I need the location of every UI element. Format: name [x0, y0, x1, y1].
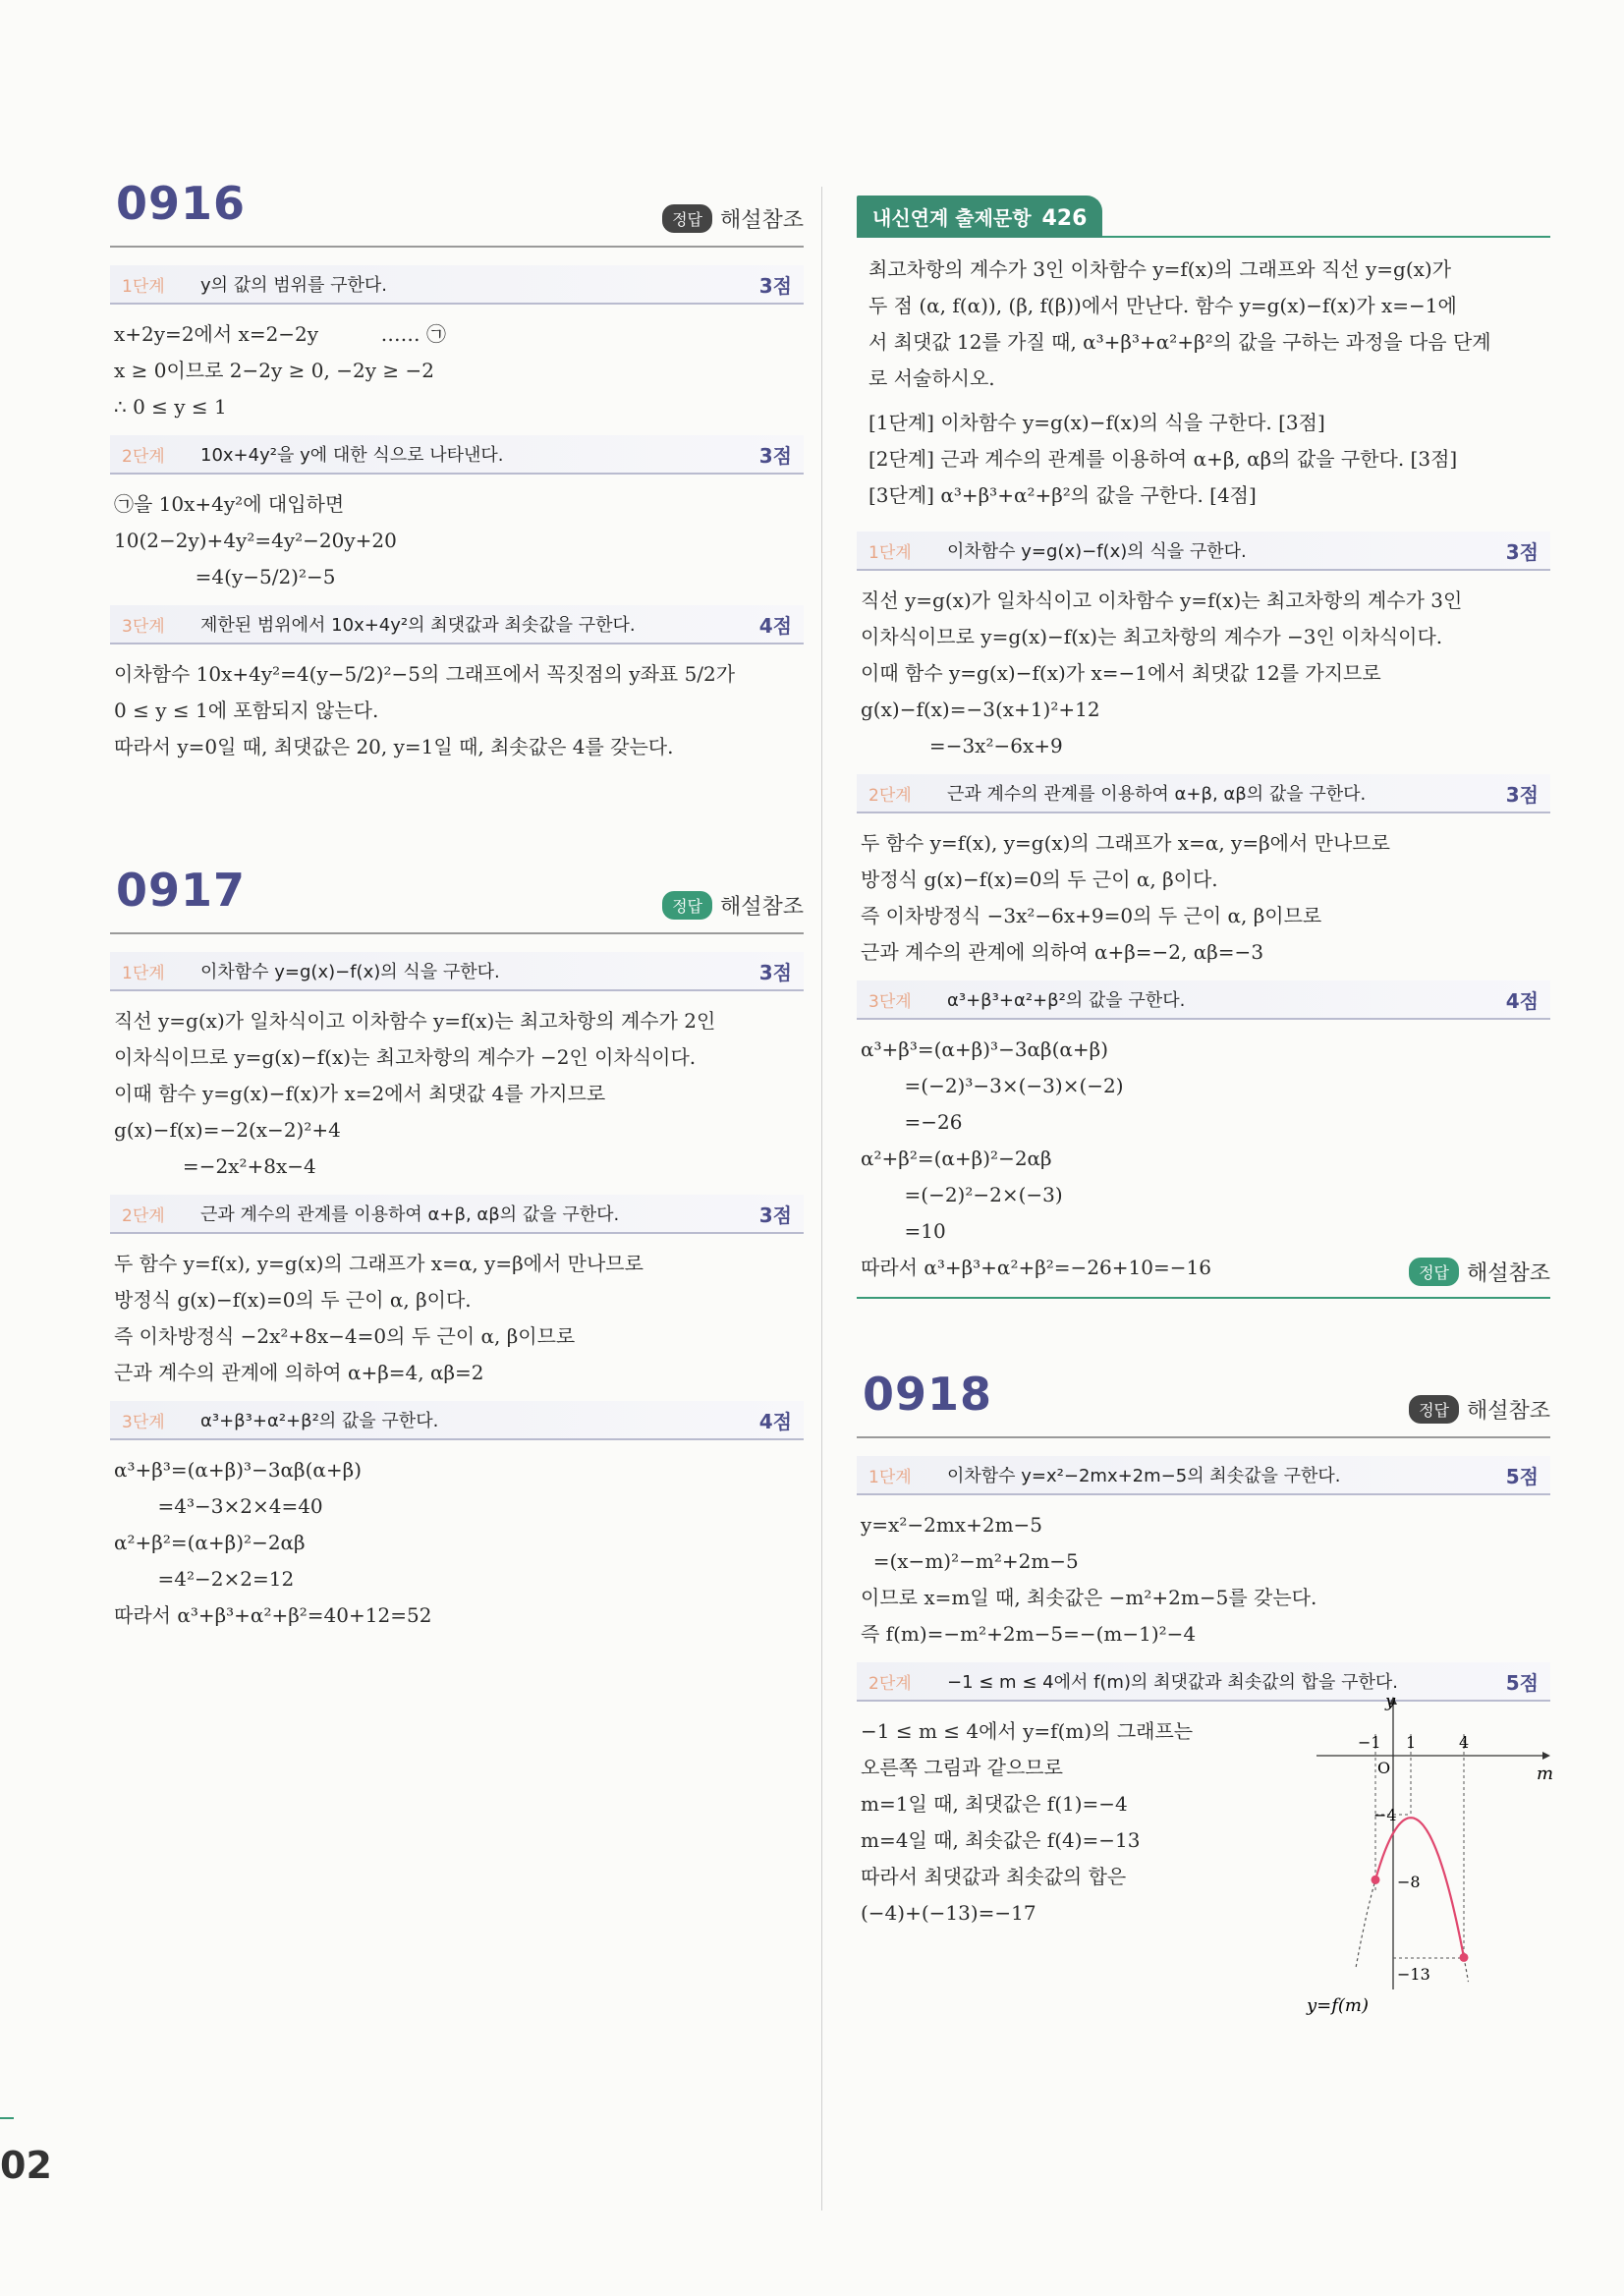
solution-lines	[857, 583, 1550, 764]
solution-line: 따라서 α³+β³+α²+β²=40+12=52	[114, 1603, 432, 1627]
solution-line: =4²−2×2=12	[114, 1567, 295, 1591]
solution-line: 따라서 α³+β³+α²+β²=−26+10=−16	[861, 1256, 1211, 1279]
problem-header	[110, 864, 804, 934]
answer-ref	[662, 890, 804, 921]
naesin-badge-text: 내신연계 출제문항	[872, 205, 1032, 230]
question-line: 로 서술하시오.	[868, 366, 995, 390]
solution-lines	[110, 1246, 804, 1391]
solution-line: =−26	[861, 1110, 963, 1134]
step-title: 제한된 범위에서 10x+4y²의 최댓값과 최솟값을 구한다.	[200, 615, 636, 636]
question-line: 서 최댓값 12를 가질 때, α³+β³+α²+β²의 값을 구하는 과정을 다음 단계	[868, 330, 1491, 354]
right-column	[857, 196, 1550, 1932]
answer-text: 해설참조	[719, 208, 804, 233]
step-list	[110, 952, 804, 1634]
step-label: 3단계	[868, 991, 912, 1012]
step-label: 2단계	[868, 785, 912, 806]
step-label: 1단계	[868, 542, 912, 563]
step-header	[857, 532, 1550, 571]
solution-line: α³+β³=(α+β)³−3αβ(α+β)	[114, 1458, 363, 1482]
solution-line: x ≥ 0이므로 2−2y ≥ 0, −2y ≥ −2	[114, 359, 434, 382]
solution-line: 이때 함수 y=g(x)−f(x)가 x=−1에서 최댓값 12를 가지므로	[861, 661, 1381, 685]
step-label: 1단계	[122, 276, 165, 297]
solution-line: 이차식이므로 y=g(x)−f(x)는 최고차항의 계수가 −3인 이차식이다.	[861, 625, 1443, 648]
solution-line: 즉 이차방정식 −3x²−6x+9=0의 두 근이 α, β이므로	[861, 904, 1322, 927]
naesin-badge	[857, 196, 1102, 238]
page-number: 02	[0, 2144, 52, 2187]
step-title: α³+β³+α²+β²의 값을 구한다.	[947, 990, 1186, 1011]
step-title: α³+β³+α²+β²의 값을 구한다.	[200, 1411, 439, 1431]
answer-text: 해설참조	[1466, 1399, 1550, 1424]
solution-line: 이때 함수 y=g(x)−f(x)가 x=2에서 최댓값 4를 가지므로	[114, 1082, 606, 1105]
label-neg4: −4	[1373, 1806, 1397, 1824]
step-label: 1단계	[868, 1467, 912, 1487]
solution-line: y=x²−2mx+2m−5	[861, 1513, 1043, 1537]
solution-line: α²+β²=(α+β)²−2αβ	[861, 1147, 1052, 1170]
solution-line: g(x)−f(x)=−3(x+1)²+12	[861, 698, 1100, 721]
step-score: 4점	[1505, 988, 1539, 1013]
step-header	[110, 1401, 804, 1440]
step-list	[110, 265, 804, 765]
step-title: y의 값의 범위를 구한다.	[200, 275, 388, 296]
column-divider	[821, 187, 822, 2211]
y-axis-label: y	[1385, 1691, 1396, 1711]
solution-lines	[110, 1452, 804, 1634]
step-title: 근과 계수의 관계를 이용하여 α+β, αβ의 값을 구한다.	[200, 1204, 620, 1225]
step-header	[857, 980, 1550, 1020]
solution-lines	[110, 656, 804, 765]
step-header	[110, 1195, 804, 1234]
step-score: 5점	[1505, 1670, 1539, 1695]
step-header	[857, 774, 1550, 813]
problem-number: 0917	[116, 864, 247, 917]
step-header	[110, 435, 804, 475]
step-score: 3점	[1505, 539, 1539, 564]
solution-line: 이므로 x=m일 때, 최솟값은 −m²+2m−5를 갖는다.	[861, 1586, 1317, 1609]
question-line: 두 점 (α, f(α)), (β, f(β))에서 만난다. 함수 y=g(x)−f(x)가 x=−1에	[868, 294, 1457, 317]
problem-0916	[110, 177, 804, 765]
step-score: 4점	[758, 613, 792, 638]
solution-lines	[857, 1713, 1297, 1932]
step-header	[110, 952, 804, 991]
problem-number: 0916	[116, 177, 247, 230]
solution-line: ∴ 0 ≤ y ≤ 1	[114, 395, 227, 419]
solution-line: α³+β³=(α+β)³−3αβ(α+β)	[861, 1037, 1109, 1061]
endpoint-4	[1460, 1953, 1469, 1962]
solution-line: =4(y−5/2)²−5	[114, 565, 336, 588]
step-header	[110, 265, 804, 305]
step-score: 3점	[1505, 782, 1539, 807]
solution-line: =(−2)²−2×(−3)	[861, 1183, 1063, 1206]
step-title: 이차함수 y=x²−2mx+2m−5의 최솟값을 구한다.	[947, 1466, 1341, 1486]
naesin-question	[857, 252, 1550, 397]
problem-header	[110, 177, 804, 248]
curve-label: y=f(m)	[1307, 1995, 1370, 2016]
solution-line: α²+β²=(α+β)²−2αβ	[114, 1531, 306, 1554]
solution-line: 즉 f(m)=−m²+2m−5=−(m−1)²−4	[861, 1622, 1197, 1646]
m-axis-arrow	[1542, 1752, 1550, 1760]
curve-outside-left	[1356, 1879, 1375, 1967]
left-column	[110, 177, 804, 1634]
answer-badge: 정답	[662, 204, 712, 233]
stage-line: [1단계] 이차함수 y=g(x)−f(x)의 식을 구한다. [3점]	[868, 411, 1325, 434]
solution-line: 이차함수 10x+4y²=4(y−5/2)²−5의 그래프에서 꼭짓점의 y좌표 5/2가	[114, 662, 736, 686]
solution-line: m=1일 때, 최댓값은 f(1)=−4	[861, 1792, 1128, 1816]
solution-line: =(−2)³−3×(−3)×(−2)	[861, 1074, 1124, 1097]
naesin-problem	[857, 196, 1550, 1299]
step-label: 2단계	[122, 1205, 165, 1226]
naesin-stage-list	[857, 405, 1550, 514]
answer-badge: 정답	[1409, 1395, 1459, 1424]
solution-line: =−2x²+8x−4	[114, 1154, 316, 1178]
solution-lines	[857, 1032, 1550, 1286]
solution-line: =4³−3×2×4=40	[114, 1494, 323, 1518]
solution-line: (−4)+(−13)=−17	[861, 1901, 1036, 1925]
step-list	[857, 532, 1550, 1286]
endpoint-neg1	[1372, 1876, 1380, 1884]
parabola-graph	[1307, 1691, 1554, 2019]
tick-4: 4	[1459, 1733, 1470, 1752]
problem-header	[857, 1368, 1550, 1438]
solution-line: 오른쪽 그림과 같으므로	[861, 1756, 1063, 1779]
step-label: 3단계	[122, 1412, 165, 1432]
solution-line: 방정식 g(x)−f(x)=0의 두 근이 α, β이다.	[114, 1288, 472, 1312]
solution-line: 두 함수 y=f(x), y=g(x)의 그래프가 x=α, y=β에서 만나므로	[114, 1252, 644, 1275]
answer-text: 해설참조	[1466, 1261, 1550, 1286]
solution-line: 근과 계수의 관계에 의하여 α+β=4, αβ=2	[114, 1361, 484, 1384]
answer-ref	[662, 203, 804, 234]
solution-line: 0 ≤ y ≤ 1에 포함되지 않는다.	[114, 699, 379, 722]
solution-lines	[857, 1507, 1550, 1652]
answer-badge: 정답	[662, 891, 712, 920]
question-line: 최고차항의 계수가 3인 이차함수 y=f(x)의 그래프와 직선 y=g(x)가	[868, 257, 1452, 281]
step-label: 2단계	[122, 446, 165, 467]
step-title: −1 ≤ m ≤ 4에서 f(m)의 최댓값과 최솟값의 합을 구한다.	[947, 1672, 1399, 1693]
solution-line: −1 ≤ m ≤ 4에서 y=f(m)의 그래프는	[861, 1719, 1194, 1743]
solution-line: =−3x²−6x+9	[861, 734, 1063, 757]
solution-line: 근과 계수의 관계에 의하여 α+β=−2, αβ=−3	[861, 940, 1264, 964]
step-label: 2단계	[868, 1673, 912, 1694]
origin-label: O	[1377, 1759, 1391, 1777]
solution-line: 이차식이므로 y=g(x)−f(x)는 최고차항의 계수가 −2인 이차식이다.	[114, 1045, 697, 1069]
solution-line: =10	[861, 1219, 946, 1243]
step-score: 3점	[758, 1203, 792, 1227]
solution-line: ㉠을 10x+4y²에 대입하면	[114, 492, 345, 516]
solution-line: g(x)−f(x)=−2(x−2)²+4	[114, 1118, 341, 1142]
step-title: 10x+4y²을 y에 대한 식으로 나타낸다.	[200, 445, 504, 466]
solution-line: 방정식 g(x)−f(x)=0의 두 근이 α, β이다.	[861, 868, 1218, 891]
step-label: 1단계	[122, 963, 165, 983]
problem-number: 0918	[863, 1368, 993, 1421]
naesin-header	[857, 196, 1550, 238]
problem-0917	[110, 864, 804, 1634]
label-neg8: −8	[1397, 1873, 1421, 1891]
solution-line: 따라서 y=0일 때, 최댓값은 20, y=1일 때, 최솟값은 4를 갖는다.	[114, 735, 674, 758]
answer-text: 해설참조	[719, 895, 804, 920]
step-score: 3점	[758, 960, 792, 984]
step-score: 3점	[758, 273, 792, 298]
solution-line: x+2y=2에서 x=2−2y …… ㉠	[114, 322, 447, 346]
page-number-mark	[0, 2117, 14, 2119]
step-header	[110, 605, 804, 644]
solution-line: 따라서 최댓값과 최솟값의 합은	[861, 1865, 1127, 1888]
solution-line: =(x−m)²−m²+2m−5	[861, 1549, 1079, 1573]
stage-line: [2단계] 근과 계수의 관계를 이용하여 α+β, αβ의 값을 구한다. [3점]	[868, 447, 1458, 471]
label-neg13: −13	[1397, 1965, 1430, 1984]
solution-lines	[110, 316, 804, 425]
tick-neg1: −1	[1358, 1733, 1381, 1752]
answer-badge: 정답	[1409, 1258, 1459, 1286]
stage-line: [3단계] α³+β³+α²+β²의 값을 구한다. [4점]	[868, 483, 1257, 507]
solution-lines	[857, 825, 1550, 971]
m-axis-label: m	[1537, 1764, 1554, 1784]
solution-line: 직선 y=g(x)가 일차식이고 이차함수 y=f(x)는 최고차항의 계수가 2인	[114, 1009, 716, 1033]
step-title: 이차함수 y=g(x)−f(x)의 식을 구한다.	[947, 541, 1247, 562]
step-score: 5점	[1505, 1464, 1539, 1488]
step-score: 3점	[758, 443, 792, 468]
solution-line: 즉 이차방정식 −2x²+8x−4=0의 두 근이 α, β이므로	[114, 1324, 576, 1348]
tick-1: 1	[1406, 1733, 1417, 1752]
naesin-number: 426	[1041, 205, 1088, 231]
step-title: 근과 계수의 관계를 이용하여 α+β, αβ의 값을 구한다.	[947, 784, 1367, 805]
solution-line: 10(2−2y)+4y²=4y²−20y+20	[114, 529, 397, 552]
step-title: 이차함수 y=g(x)−f(x)의 식을 구한다.	[200, 962, 500, 982]
solution-line: 직선 y=g(x)가 일차식이고 이차함수 y=f(x)는 최고차항의 계수가 3인	[861, 588, 1463, 612]
solution-line: 두 함수 y=f(x), y=g(x)의 그래프가 x=α, y=β에서 만나므로	[861, 831, 1390, 855]
answer-ref	[1409, 1394, 1550, 1425]
step-score: 4점	[758, 1409, 792, 1433]
solution-lines	[110, 1003, 804, 1185]
solution-line: m=4일 때, 최솟값은 f(4)=−13	[861, 1828, 1141, 1852]
step-label: 3단계	[122, 616, 165, 637]
step-header	[857, 1456, 1550, 1495]
solution-lines	[110, 486, 804, 595]
